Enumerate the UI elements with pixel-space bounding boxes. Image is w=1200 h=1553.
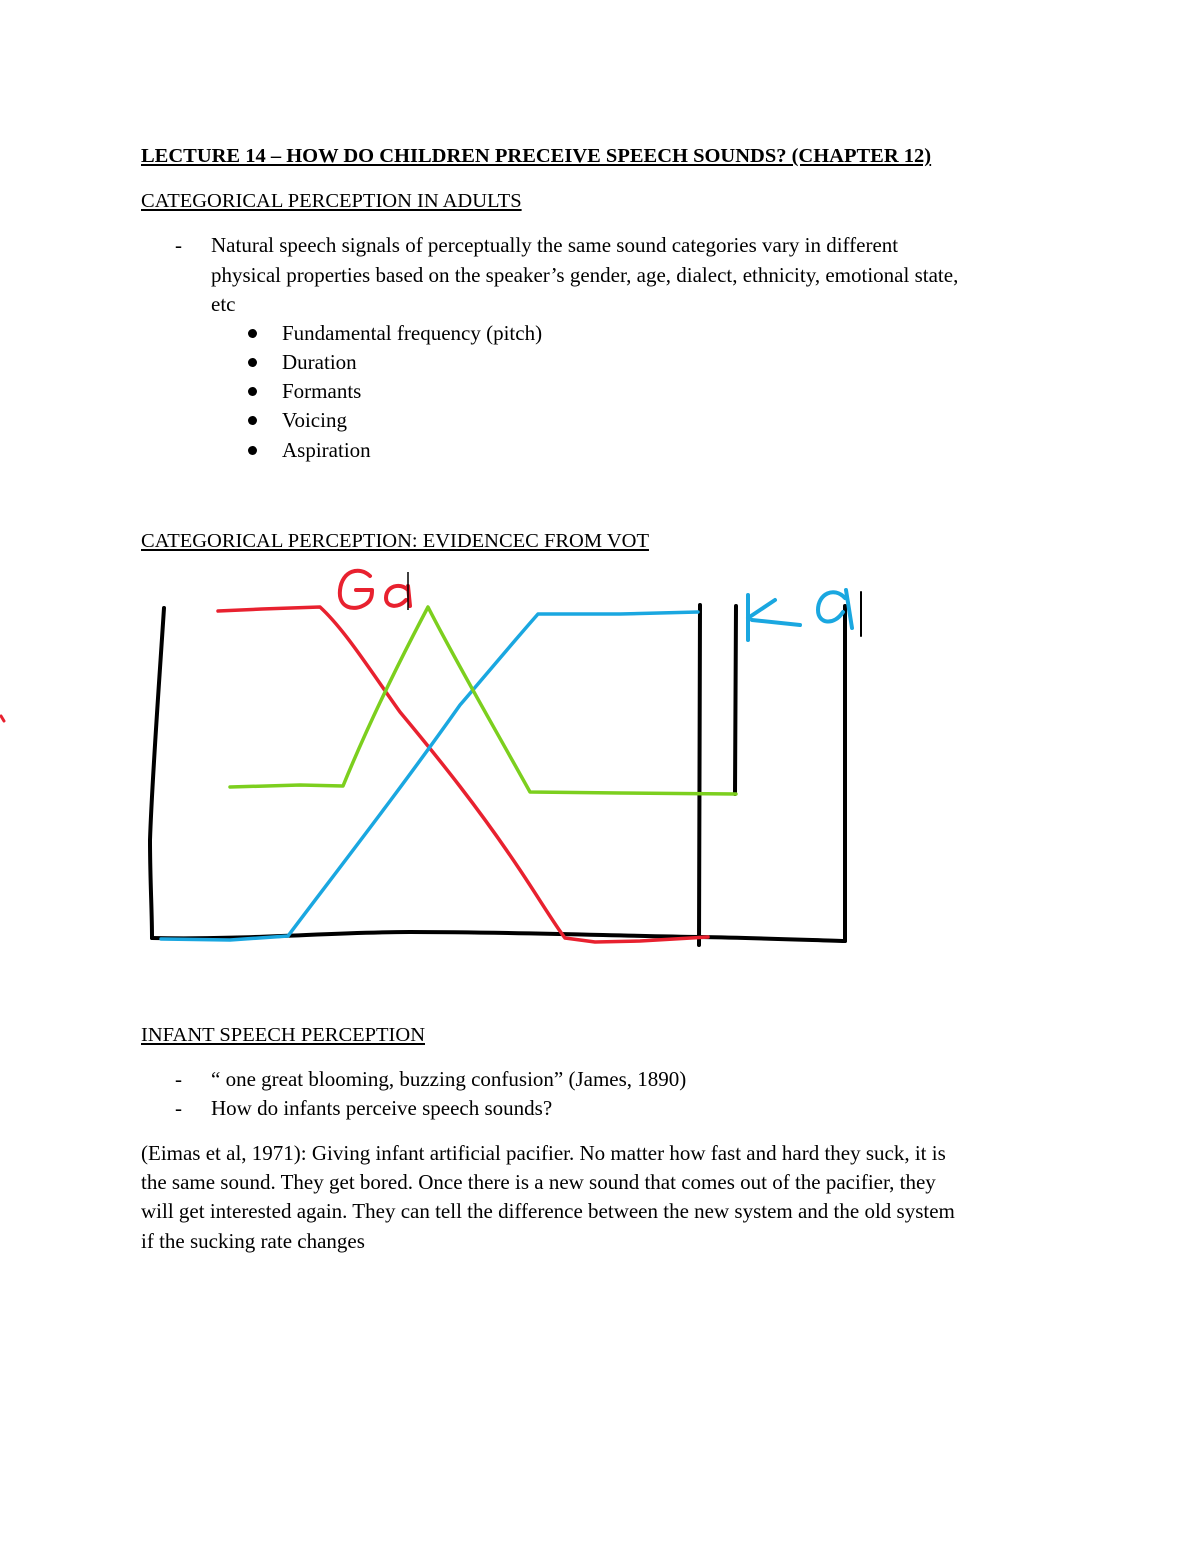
paragraph-line-4: if the sucking rate changes <box>141 1229 365 1253</box>
dash-marker: - <box>175 1067 182 1091</box>
hand-drawn-vot-sketch <box>0 555 900 975</box>
ga-letter-a <box>386 586 410 606</box>
bullet-item: Duration <box>282 350 357 374</box>
dash-marker: - <box>175 233 182 257</box>
ka-curve <box>161 612 698 940</box>
bullet-dot-icon <box>248 329 257 338</box>
dash-item-quote: “ one great blooming, buzzing confusion” (James, 1890) <box>211 1067 687 1091</box>
ka-handwritten-label <box>748 590 852 640</box>
bullet-item: Aspiration <box>282 438 371 462</box>
paragraph-line-1: (Eimas et al, 1971): Giving infant artificial pacifier. No matter how fast and hard they suck, it is <box>141 1141 946 1165</box>
discrimination-curve <box>230 607 736 794</box>
bullet-item: Voicing <box>282 408 347 432</box>
bullet-item: Formants <box>282 379 362 403</box>
dash-item-line-1: Natural speech signals of perceptually the same sound categories vary in different <box>211 233 899 257</box>
ga-curve <box>218 607 708 942</box>
bullet-dot-icon <box>248 387 257 396</box>
dash-marker: - <box>175 1096 182 1120</box>
paragraph-line-3: will get interested again. They can tell the difference between the new system and the old system <box>141 1199 955 1223</box>
paragraph-line-2: the same sound. They get bored. Once there is a new sound that comes out of the pacifier, they <box>141 1170 936 1194</box>
bullet-dot-icon <box>248 446 257 455</box>
ga-handwritten-label <box>340 571 410 608</box>
bullet-dot-icon <box>248 358 257 367</box>
frame-vertical-short <box>735 606 736 794</box>
page-title: LECTURE 14 – HOW DO CHILDREN PRECEIVE SPEECH SOUNDS? (CHAPTER 12) <box>141 145 932 167</box>
section-heading-infant: INFANT SPEECH PERCEPTION <box>141 1024 425 1046</box>
dash-item-question: How do infants perceive speech sounds? <box>211 1096 553 1120</box>
dash-item-line-2: physical properties based on the speaker’s gender, age, dialect, ethnicity, emotional state, <box>211 263 959 287</box>
ka-letter-k <box>748 595 800 640</box>
bullet-item: Fundamental frequency (pitch) <box>282 321 543 345</box>
dash-item-line-3: etc <box>211 292 236 316</box>
section-heading-vot: CATEGORICAL PERCEPTION: EVIDENCEC FROM VOT <box>141 530 649 552</box>
frame-vertical-boundary <box>699 605 700 945</box>
stray-red-mark <box>1 716 4 721</box>
section-heading-adults: CATEGORICAL PERCEPTION IN ADULTS <box>141 190 522 212</box>
ga-letter-g <box>340 571 372 608</box>
bullet-dot-icon <box>248 416 257 425</box>
frame-left-axis <box>150 608 164 938</box>
